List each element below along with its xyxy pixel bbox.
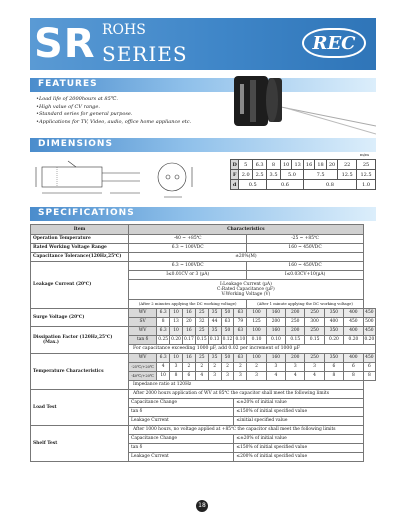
df-cell: 0.12	[221, 336, 234, 345]
dim-cell: 5.0	[280, 170, 303, 180]
specifications-table	[30, 224, 376, 462]
df-sublabel: (Max.)	[43, 340, 60, 345]
surge-cell: 79	[234, 318, 247, 327]
temp-cell: 50	[221, 354, 234, 363]
df-cell: 16	[182, 327, 195, 336]
surge-cell: 44	[208, 318, 221, 327]
surge-cell: 250	[305, 309, 324, 318]
features-list	[36, 96, 206, 126]
temp-label: Temperature Characteristics	[31, 354, 129, 390]
dim-cell: 10	[280, 160, 291, 170]
dim-cell: 25	[357, 160, 376, 170]
surge-cell: 300	[305, 318, 324, 327]
temp-cell: 16	[182, 354, 195, 363]
temp-cell: 3	[305, 363, 324, 372]
shelf-item-value: ≤200% of initial specified value	[234, 453, 363, 462]
leakage-legend	[129, 280, 364, 300]
df-cell: tan δ	[129, 336, 157, 345]
df-cell: 0.20	[324, 336, 343, 345]
leakage-label: Leakage Current (20℃)	[31, 262, 129, 309]
surge-cell: 35	[208, 309, 221, 318]
leakage-legend-v: V:Working Voltage (V)	[221, 292, 271, 298]
df-cell: 0.10	[266, 336, 285, 345]
dim-cell: 20	[326, 160, 337, 170]
leakage-h2: 160 ~ 450VDC	[247, 262, 363, 271]
rohs-label: ROHS	[102, 22, 146, 38]
df-cell: 50	[221, 327, 234, 336]
temp-cell: 4	[195, 372, 208, 381]
load-item-value: ≤±20% of initial value	[234, 399, 363, 408]
surge-cell: 16	[182, 309, 195, 318]
temp-cell: 4	[266, 372, 285, 381]
temp-cell: 450	[363, 354, 375, 363]
leakage-f1: I≤0.01CV or 3 (µA)	[129, 271, 247, 280]
df-cell: 0.17	[182, 336, 195, 345]
temp-cell: 2	[195, 363, 208, 372]
temp-cell: 4	[286, 372, 305, 381]
df-cell: 25	[195, 327, 208, 336]
surge-cell: 125	[247, 318, 266, 327]
temp-cell: 2	[234, 363, 247, 372]
temp-cell: 250	[305, 354, 324, 363]
dim-cell: 6.3	[253, 160, 267, 170]
surge-label: Surge Voltage (20℃)	[31, 309, 129, 327]
temp-cell: 3	[247, 372, 266, 381]
df-label-cell	[31, 327, 129, 354]
dimension-drawing	[32, 153, 222, 203]
surge-cell: 250	[286, 318, 305, 327]
surge-cell: 32	[195, 318, 208, 327]
df-cell: 100	[247, 327, 266, 336]
shelf-item-key: tan δ	[129, 444, 234, 453]
df-cell: 200	[286, 327, 305, 336]
df-cell: 400	[344, 327, 364, 336]
op-temp-high: -25 ~ +85℃	[247, 235, 363, 244]
load-item-key: tan δ	[129, 408, 234, 417]
temp-cell: 350	[324, 354, 343, 363]
temp-cell: 8	[170, 372, 183, 381]
dimension-table	[230, 159, 376, 190]
df-cell: 0.10	[247, 336, 266, 345]
temp-cell: 35	[208, 354, 221, 363]
dim-cell: 0.8	[303, 180, 356, 190]
rated-voltage-low: 6.3 ~ 100VDC	[129, 244, 247, 253]
temp-cell: 100	[247, 354, 266, 363]
df-cell: 0.10	[234, 336, 247, 345]
features-heading: FEATURES	[38, 79, 98, 89]
surge-cell: 100	[247, 309, 266, 318]
surge-cell: 25	[195, 309, 208, 318]
temp-cell: 3	[286, 363, 305, 372]
temp-cell: -25℃/+20℃	[129, 363, 157, 372]
load-item-value: ≤initial specified value	[234, 417, 363, 426]
surge-cell: 400	[344, 309, 364, 318]
surge-cell: SV	[129, 318, 157, 327]
load-test-head: After 2000 hours application of WV at 85℃ the capacitor shall meet the following limits	[129, 390, 364, 399]
temp-note: Impedance ratio at 120Hz	[129, 381, 364, 390]
df-cell: 10	[170, 327, 183, 336]
dim-cell: 7.5	[303, 170, 337, 180]
specifications-section-bar	[30, 207, 376, 221]
temp-cell: WV	[129, 354, 157, 363]
temp-cell: 4	[157, 363, 170, 372]
load-test-label: Load Test	[31, 390, 129, 426]
temp-cell: 400	[344, 354, 364, 363]
temp-cell: 2	[247, 363, 266, 372]
df-cell: 35	[208, 327, 221, 336]
leakage-legend-i: I:Leakage Current (µA)	[219, 281, 272, 287]
temp-cell: 2	[182, 363, 195, 372]
surge-cell: 450	[363, 309, 375, 318]
shelf-item-key: Leakage Current	[129, 453, 234, 462]
temp-cell: 3	[221, 372, 234, 381]
shelf-test-head: After 1000 hours, no voltage applied at +85℃ the capacitor shall meet the following limits	[129, 426, 364, 435]
temp-cell: 2	[208, 363, 221, 372]
dim-cell: 2.5	[253, 170, 267, 180]
load-item-key: Leakage Current	[129, 417, 234, 426]
temp-cell: 6	[182, 372, 195, 381]
shelf-item-value: ≤150% of initial specified value	[234, 444, 363, 453]
df-cell: 450	[363, 327, 375, 336]
surge-cell: 63	[221, 318, 234, 327]
df-cell: 0.15	[305, 336, 324, 345]
df-cell: 6.3	[157, 327, 170, 336]
surge-cell: 400	[324, 318, 343, 327]
temp-cell: 4	[305, 372, 324, 381]
surge-cell: 13	[170, 318, 183, 327]
surge-cell: 20	[182, 318, 195, 327]
leakage-f2: I≤0.03CV+10(µA)	[247, 271, 363, 280]
rated-voltage-high: 160 ~ 450VDC	[247, 244, 363, 253]
surge-cell: 10	[170, 309, 183, 318]
dim-cell: 12.5	[357, 170, 376, 180]
specifications-heading: SPECIFICATIONS	[38, 208, 135, 218]
dim-row-D	[231, 160, 376, 170]
dim-cell: 18	[315, 160, 326, 170]
dim-cell: F	[231, 170, 239, 180]
leakage-note1: (After 2 minutes applying the DC working voltage)	[129, 300, 247, 309]
dim-cell: 3.5	[267, 170, 281, 180]
feature-item: • Standard series for general purpose.	[36, 111, 206, 119]
df-cell: 350	[324, 327, 343, 336]
dimensions-section-bar	[30, 138, 376, 152]
dim-cell: 1.0	[357, 180, 376, 190]
page-number: 18	[196, 500, 208, 512]
feature-item: • Load life of 2000hours at 85℃.	[36, 96, 206, 104]
temp-cell: 25	[195, 354, 208, 363]
df-cell: 160	[266, 327, 285, 336]
dimensions-heading: DIMENSIONS	[38, 139, 113, 149]
df-cell: 250	[305, 327, 324, 336]
brand-logo	[302, 28, 366, 58]
temp-cell: 8	[363, 372, 375, 381]
temp-cell: 8	[344, 372, 364, 381]
characteristics-header: Characteristics	[129, 225, 364, 235]
df-cell: 0.13	[208, 336, 221, 345]
surge-cell: 8	[157, 318, 170, 327]
dim-cell: 16	[303, 160, 314, 170]
temp-cell: 3	[266, 363, 285, 372]
datasheet-page	[30, 12, 376, 512]
shelf-item-value: ≤±20% of initial value	[234, 435, 363, 444]
df-cell: 0.20	[344, 336, 364, 345]
surge-cell: 200	[266, 318, 285, 327]
surge-cell: 200	[286, 309, 305, 318]
temp-cell: 10	[170, 354, 183, 363]
surge-cell: 50	[221, 309, 234, 318]
rated-voltage-label: Rated Working Voltage Range	[31, 244, 129, 253]
temp-cell: 10	[157, 372, 170, 381]
cap-tolerance-value: ±20%(M)	[129, 253, 364, 262]
shelf-test-label: Shelf Test	[31, 426, 129, 462]
surge-cell: WV	[129, 309, 157, 318]
dim-cell: d	[231, 180, 239, 190]
load-item-value: ≤150% of initial specified value	[234, 408, 363, 417]
temp-cell: 3	[234, 372, 247, 381]
surge-cell: 63	[234, 309, 247, 318]
df-note: For capacitance exceeding 1000 µF, add 0.02 per increment of 1000 µF	[129, 345, 376, 354]
df-cell: 0.15	[195, 336, 208, 345]
temp-cell: 6.3	[157, 354, 170, 363]
df-label: Dissipation Factor (120Hz,25℃)	[33, 334, 113, 340]
surge-cell: 160	[266, 309, 285, 318]
cap-tolerance-label: Capacitance Tolerance(120Hz,25℃)	[31, 253, 129, 262]
temp-cell: 2	[221, 363, 234, 372]
series-code: SR	[34, 21, 96, 67]
leakage-h1: 6.3 ~ 100VDC	[129, 262, 247, 271]
dim-cell: 12.5	[338, 170, 357, 180]
op-temp-low: -40 ~ +85℃	[129, 235, 247, 244]
dim-cell: 5	[239, 160, 253, 170]
dim-cell: 0.5	[239, 180, 267, 190]
load-item-key: Capacitance Change	[129, 399, 234, 408]
dim-cell: 0.6	[267, 180, 304, 190]
dim-cell: 2.0	[239, 170, 253, 180]
temp-cell: 8	[324, 372, 343, 381]
leakage-note2: (After 1 minute applying the DC working voltage)	[247, 300, 363, 309]
temp-cell: 63	[234, 354, 247, 363]
temp-cell: 6	[363, 363, 375, 372]
temp-cell: 3	[170, 363, 183, 372]
dimension-unit: m/m	[360, 152, 369, 157]
temp-cell: 3	[208, 372, 221, 381]
df-cell: 0.20	[363, 336, 375, 345]
df-cell: 0.20	[170, 336, 183, 345]
dim-cell: 8	[267, 160, 281, 170]
dim-cell: 22	[338, 160, 357, 170]
shelf-item-key: Capacitance Change	[129, 435, 234, 444]
dim-row-F	[231, 170, 376, 180]
surge-cell: 350	[324, 309, 343, 318]
df-cell: 63	[234, 327, 247, 336]
brand-logo-text: REC	[312, 33, 356, 54]
feature-item: • Applications for TV, Video, audio, office home appliance etc.	[36, 119, 206, 127]
item-header: Item	[31, 225, 129, 235]
dim-cell: 13	[292, 160, 303, 170]
surge-cell: 6.3	[157, 309, 170, 318]
op-temp-label: Operation Temperature	[31, 235, 129, 244]
temp-cell: -40℃/+20℃	[129, 372, 157, 381]
capacitor-product-image	[226, 74, 376, 136]
feature-item: • High value of CV range.	[36, 104, 206, 112]
temp-cell: 160	[266, 354, 285, 363]
leakage-legend-c: C:Rated Capacitance (µF)	[217, 286, 275, 292]
temp-cell: 200	[286, 354, 305, 363]
surge-cell: 450	[344, 318, 364, 327]
temp-cell: 6	[344, 363, 364, 372]
df-cell: 0.25	[157, 336, 170, 345]
surge-cell: 500	[363, 318, 375, 327]
dim-cell: D	[232, 161, 237, 168]
df-cell: 0.15	[286, 336, 305, 345]
temp-cell: 6	[324, 363, 343, 372]
df-cell: WV	[129, 327, 157, 336]
series-header-banner	[30, 18, 376, 70]
dim-row-d	[231, 180, 376, 190]
series-word: SERIES	[102, 42, 188, 66]
